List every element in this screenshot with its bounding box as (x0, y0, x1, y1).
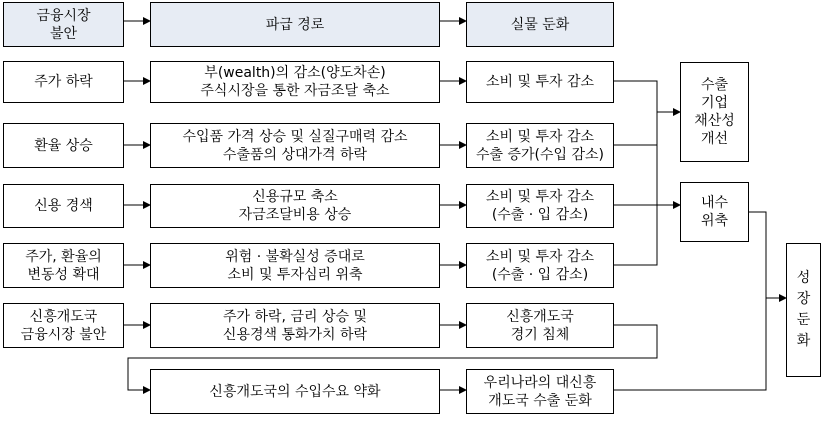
path-import-price-rise: 수입품 가격 상승 및 실질구매력 감소 수출품의 상대가격 하락 (150, 123, 440, 168)
header-financial-unrest: 금융시장 불안 (3, 2, 124, 47)
effect-export-slowdown: 우리나라의 대신흥 개도국 수출 둔화 (466, 369, 614, 414)
effect-consumption-investment-2: 소비 및 투자 감소 수출 증가(수입 감소) (466, 123, 614, 168)
header-real-slowdown: 실물 둔화 (466, 2, 614, 47)
cause-emerging-markets-unrest: 신흥개도국 금융시장 불안 (3, 303, 124, 348)
cause-credit-crunch: 신용 경색 (3, 184, 124, 228)
cause-exchange-rise: 환율 상승 (3, 123, 124, 168)
effect-consumption-investment-1: 소비 및 투자 감소 (466, 61, 614, 103)
effect-consumption-investment-3: 소비 및 투자 감소 (수출 · 입 감소) (466, 184, 614, 228)
path-risk-uncertainty: 위험 · 불확실성 증대로 소비 및 투자심리 위축 (150, 243, 440, 288)
effect-consumption-investment-4: 소비 및 투자 감소 (수출 · 입 감소) (466, 243, 614, 288)
path-credit-contraction: 신용규모 축소 자금조달비용 상승 (150, 184, 440, 228)
path-wealth-decrease: 부(wealth)의 감소(양도차손) 주식시장을 통한 자금조달 축소 (150, 61, 440, 103)
path-import-demand-weakening: 신흥개도국의 수입수요 약화 (150, 369, 440, 414)
growth-slowdown: 성 장 둔 화 (786, 243, 821, 377)
cause-stock-decline: 주가 하락 (3, 61, 124, 103)
export-firms-profitability: 수출 기업 채산성 개선 (680, 62, 749, 162)
path-emerging-stock-rate: 주가 하락, 금리 상승 및 신용경색 통화가치 하락 (150, 303, 440, 348)
cause-volatility-expansion: 주가, 환율의 변동성 확대 (3, 243, 124, 288)
effect-emerging-recession: 신흥개도국 경기 침체 (466, 303, 614, 348)
header-transmission-path: 파급 경로 (150, 2, 440, 47)
arrow-domestic-to-growth (749, 212, 786, 298)
collector-row1 (614, 81, 657, 265)
arrow-bottom-to-growth (614, 298, 766, 390)
domestic-demand-contraction: 내수 위축 (680, 182, 749, 242)
